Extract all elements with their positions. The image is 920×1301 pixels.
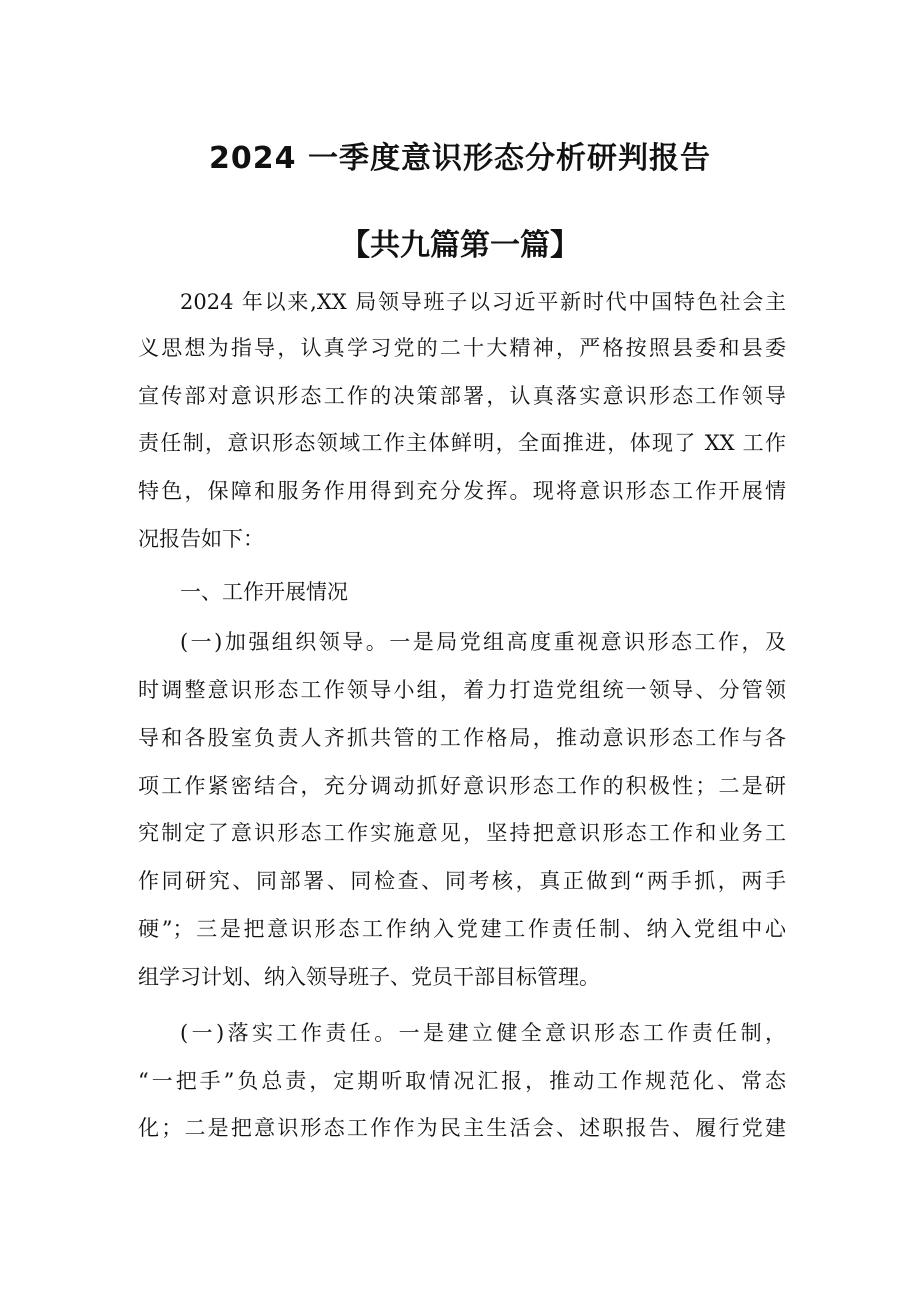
paragraph-line: 组学习计划、纳入领导班子、党员干部目标管理。: [138, 965, 600, 989]
paragraph-line: 责任制，意识形态领域工作主体鲜明，全面推进，体现了 XX 工作: [138, 431, 786, 455]
paragraph-line: (一)落实工作责任。一是建立健全意识形态工作责任制，: [180, 1021, 786, 1045]
paragraph-line: 义思想为指导，认真学习党的二十大精神，严格按照县委和县委: [138, 336, 786, 360]
paragraph-line: 化；二是把意识形态工作作为民主生活会、述职报告、履行党建: [138, 1116, 786, 1140]
section-heading: 一、工作开展情况: [180, 580, 348, 604]
paragraph-line: 特色，保障和服务作用得到充分发挥。现将意识形态工作开展情: [138, 479, 786, 503]
paragraph-line: 2024 年以来,XX 局领导班子以习近平新时代中国特色社会主: [180, 290, 786, 314]
paragraph-line: “一把手”负总责，定期听取情况汇报，推动工作规范化、常态: [138, 1069, 786, 1093]
paragraph-line: 况报告如下：: [138, 527, 264, 551]
paragraph-line: 作同研究、同部署、同检查、同考核，真正做到“两手抓，两手: [138, 869, 786, 893]
paragraph-line: 项工作紧密结合，充分调动抓好意识形态工作的积极性；二是研: [138, 774, 786, 798]
document-title: 2024 一季度意识形态分析研判报告: [209, 141, 711, 176]
paragraph-line: 导和各股室负责人齐抓共管的工作格局，推动意识形态工作与各: [138, 726, 786, 750]
paragraph-line: 究制定了意识形态工作实施意见，坚持把意识形态工作和业务工: [138, 821, 786, 845]
document-subtitle: 【共九篇第一篇】: [340, 228, 580, 263]
paragraph-line: 时调整意识形态工作领导小组，着力打造党组统一领导、分管领: [138, 678, 786, 702]
paragraph-line: (一)加强组织领导。一是局党组高度重视意识形态工作，及: [180, 630, 786, 654]
paragraph-line: 宣传部对意识形态工作的决策部署，认真落实意识形态工作领导: [138, 384, 786, 408]
paragraph-line: 硬”；三是把意识形态工作纳入党建工作责任制、纳入党组中心: [138, 917, 786, 941]
